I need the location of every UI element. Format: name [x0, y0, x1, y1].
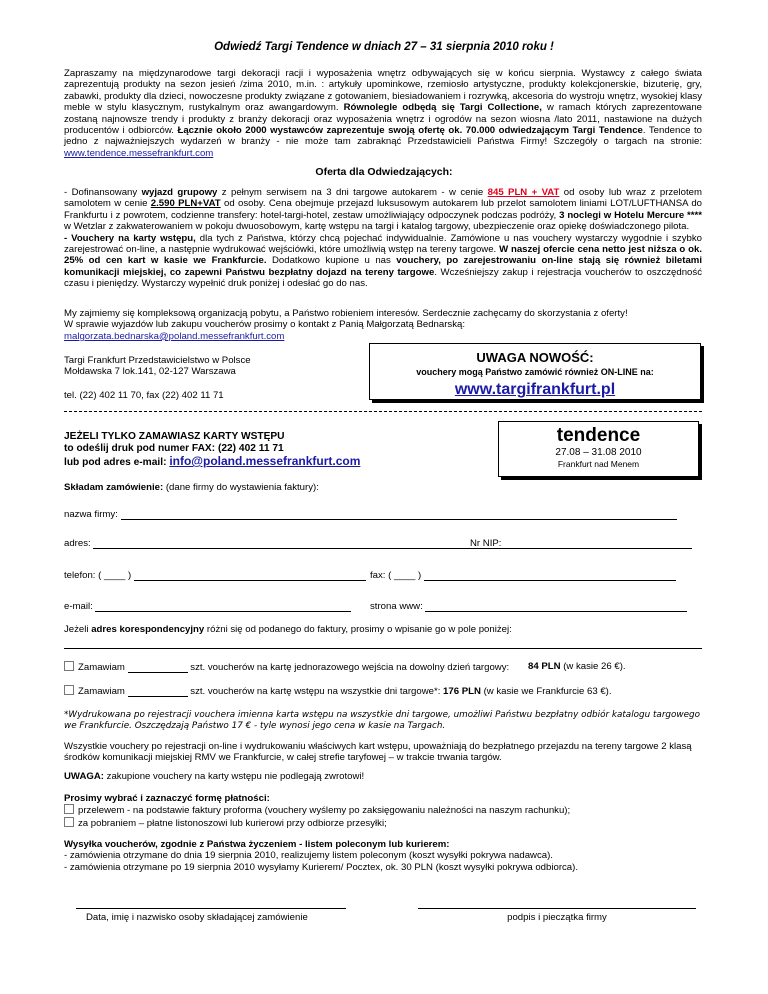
intro-exhibitors: Łącznie około 2000 wystawców zaprezentuje swoją ofertę ok. 70.000 odwiedzającym Targi Tendence	[177, 125, 643, 137]
notice-title: UWAGA NOWOŚĆ:	[476, 350, 594, 365]
targifrankfurt-link[interactable]: www.targifrankfurt.pl	[454, 381, 616, 399]
voucher-all-note: (w kasie we Frankfurcie 63 €).	[483, 686, 612, 697]
correspondence-address-field[interactable]	[64, 648, 702, 649]
tendence-link[interactable]: www.tendence.messefrankfurt.com	[64, 147, 214, 159]
shipping-heading: Wysyłka voucherów, zgodnie z Państwa życzeniem - listem poleconym lub kurierem:	[64, 839, 450, 850]
nip-row	[470, 538, 692, 549]
payment-heading: Prosimy wybrać i zaznaczyć formę płatności:	[64, 793, 270, 804]
intro-text: Zapraszamy na międzynarodowe targi dekoracji racji i wyposażenia wnętrz odbywających się w końcu sierpnia. Wystawcy z całego świata zaprezentują produkty na sezon jesień /zima 2010, m.in. : artykuły upominkowe, rzemiosło artystyczne, produkty kolekcjonerskie, bizuterię, gry, zabawki, produkty dla dzieci, nowoczesne produkty związane z gotowaniem, biesiadowaniem i rozrywką, akcesoria do wystroju wnętrz, wysokiej klasy meble w stylu klasycznym, rustykalnym oraz awangardowym.	[64, 68, 702, 114]
address-label: adres:	[64, 538, 91, 549]
intro-text-3: . Tendence to jedno z najważniejszych wydarzeń w branży - nie może tam zabraknąć Przedstawicieli Państwa Firmy! Szczegóły o targach na stronie:	[64, 125, 702, 148]
warning-row	[64, 771, 364, 782]
order-label-row	[64, 482, 319, 493]
voucher-all-text: szt. voucherów na kartę wstępu na wszystkie dni targowe*:	[190, 686, 441, 697]
contact-line-2: W sprawie wyjazdów lub zakupu voucherów prosimy o kontakt z Panią Małgorzatą Bednarską:	[64, 319, 465, 331]
offer-text: . Wcześniejszy zakup i rejestracja voucherów to oszczędność czasu i pieniędzy. Wystarczy wypełnić druk poniżej i odesłać go do nas.	[64, 266, 702, 290]
phone-row	[64, 570, 366, 581]
warning-label: UWAGA:	[64, 771, 104, 782]
phone-field[interactable]	[134, 570, 366, 581]
offer-text: - Dofinansowany	[64, 187, 138, 198]
corr-bold: adres korespondencyjny	[91, 624, 205, 635]
correspondence-note	[64, 624, 512, 635]
transport-note: vouchery, po zarejestrowaniu on-line stają się również biletami komunikacji miejskiej, co zapewni Państwu bezpłatny dojazd na tereny targowe	[64, 255, 702, 278]
event-box	[498, 421, 699, 477]
www-label: strona www:	[370, 601, 423, 612]
intro-text-2: w ramach których zaprezentowane zostaną najnowsze trendy i produkty z branży dekoracji oraz wyposażenia wnętrz i ogrodów na sezon wiosna /lato 2011, nastawione na dużych producentów i odbiorców.	[64, 102, 703, 137]
offer-paragraph	[64, 187, 702, 290]
signature-left-line[interactable]	[76, 908, 346, 909]
offer-text: z pełnym serwisem na 3 dni targowe autokarem - w cenie	[221, 187, 484, 198]
shipping-line-1: - zamówienia otrzymane do dnia 19 sierpnia 2010, realizujemy listem poleconym (koszt wysyłki pokrywa nadawca).	[64, 850, 553, 862]
www-field[interactable]	[425, 601, 687, 612]
order-instructions	[64, 431, 444, 469]
signature-right-line[interactable]	[418, 908, 696, 909]
order-email-link[interactable]: info@poland.messefrankfurt.com	[169, 454, 361, 468]
footnote: *Wydrukowana po rejestracji vouchera imienna karta wstępu na wszystkie dni targowe, umożliwi Państwu bezpłatny odbiór katalogu targowego we Frankfurcie. Oszczędzają Państwo 17 € - tyle wynosi jego cena w kasie na Targach.	[64, 710, 700, 732]
order-word: Zamawiam	[78, 662, 125, 673]
voucher-single-price: 84 PLN	[528, 661, 561, 672]
company-name: Targi Frankfurt Przedstawicielstwo w Polsce	[64, 355, 251, 366]
price-note: W naszej ofercie cena netto jest niższa o ok. 25% od cen kart w kasie we Frankfurcie.	[64, 244, 702, 267]
event-city: Frankfurt nad Menem	[557, 459, 640, 469]
address-field[interactable]	[93, 538, 513, 549]
fax-row	[370, 570, 676, 581]
voucher-single-qty[interactable]	[128, 662, 188, 673]
payment-block	[64, 793, 704, 829]
phone-label: telefon: ( ____ )	[64, 570, 132, 581]
voucher-single-text: szt. voucherów na kartę jednorazowego wejścia na dowolny dzień targowy:	[190, 662, 510, 673]
order-email-label: lub pod adres e-mail:	[64, 457, 167, 468]
nip-label: Nr NIP:	[470, 538, 502, 549]
company-name-label: nazwa firmy:	[64, 509, 118, 520]
nip-field[interactable]	[504, 538, 692, 549]
event-name: tendence	[556, 425, 641, 446]
offer-text: od osoby. Cena obejmuje przejazd luksusowym autokarem lub przelot samolotem liniami LOT/LUFTHANSA do Frankfurtu i z powrotem, codzienne transfery: hotel-targi-hotel, zestaw umożliwiający odpoczynek podczas podróży,	[64, 198, 702, 221]
voucher-heading: - Vouchery na karty wstępu,	[64, 232, 196, 244]
email-row	[64, 601, 351, 612]
intro-paragraph	[64, 68, 702, 159]
signature-left-label: Data, imię i nazwisko osoby składającej zamówienie	[86, 912, 308, 923]
fax-field[interactable]	[424, 570, 676, 581]
signature-right-label: podpis i pieczątka firmy	[507, 912, 607, 923]
fax-label: fax: ( ____ )	[370, 570, 422, 581]
page-title: Odwiedź Targi Tendence w dniach 27 – 31 sierpnia 2010 roku !	[214, 41, 554, 53]
notice-subtitle: vouchery mogą Państwo zamówić również ON-LINE na:	[416, 367, 654, 377]
contact-line-1: My zajmiemy się kompleksową organizacją pobytu, a Państwo robieniem interesów. Serdecznie zachęcamy do skorzystania z oferty!	[64, 308, 628, 319]
voucher-all-row	[64, 685, 704, 697]
voucher-all-price: 176 PLN	[443, 686, 481, 697]
bus-price: 845 PLN + VAT	[487, 187, 560, 198]
intro-collectione: Równolegle odbędą się Targi Collectione,	[343, 102, 542, 114]
order-label: Składam zamówienie:	[64, 482, 164, 493]
address-row	[64, 538, 513, 549]
email-field[interactable]	[95, 601, 351, 612]
corr-text: Jeżeli	[64, 624, 89, 635]
www-row	[370, 601, 687, 612]
payment-cod-label: za pobraniem – płatne listonoszowi lub kurierowi przy odbiorze przesyłki;	[78, 817, 387, 829]
payment-transfer-label: przelewem - na podstawie faktury proforma (vouchery wyślemy po zaksięgowaniu należności na naszym rachunku);	[78, 805, 571, 817]
voucher-single-checkbox[interactable]	[64, 661, 74, 671]
offer-text: dla tych z Państwa, którzy chcą pojechać indywidualnie. Zamówione u nas vouchery wystarczy wygodnie i szybko zarejestrować on-line, a następnie wydrukować wejściówki, które umożliwią wstęp na tereny targowe.	[64, 232, 702, 256]
company-address: Mołdawska 7 lok.141, 02-127 Warszawa	[64, 366, 236, 378]
voucher-all-checkbox[interactable]	[64, 685, 74, 695]
order-word: Zamawiam	[78, 686, 125, 697]
transport-info: Wszystkie vouchery po rejestracji on-line i wydrukowaniu właściwych kart wstępu, upoważniają do bezpłatnego przejazdu na tereny targowe 2 klasą środków komunikacji miejskiej RMV we Frankfurcie, w całej strefie taryfowej – w trakcie trwania targów.	[64, 741, 692, 764]
payment-cod-checkbox[interactable]	[64, 817, 74, 827]
offer-heading: Oferta dla Odwiedzających:	[315, 166, 453, 178]
corr-text: różni się od podanego do faktury, prosimy o wpisanie go w pole poniżej:	[206, 624, 512, 635]
warning-text: zakupione vouchery na karty wstępu nie podlegają zwrotowi!	[106, 771, 365, 782]
contact-email-link[interactable]: malgorzata.bednarska@poland.messefrankfurt.com	[64, 330, 285, 342]
online-notice-box	[369, 343, 701, 400]
plane-price: 2.590 PLN+VAT	[150, 198, 221, 210]
voucher-single-row	[64, 661, 704, 673]
shipping-block	[64, 839, 704, 873]
offer-group-trip: wyjazd grupowy	[141, 187, 218, 198]
email-label: e-mail:	[64, 601, 93, 612]
company-info	[64, 355, 364, 401]
event-dates: 27.08 – 31.08 2010	[555, 447, 642, 458]
offer-text: Dodatkowo kupione u nas	[271, 255, 391, 267]
offer-text: w Wetzlar z zakwaterowaniem w pokoju dwuosobowym, kartę wstępu na targi i katalog targowy, ubezpieczenie oraz opiekę doświadczonego pilota.	[64, 221, 690, 233]
payment-transfer-checkbox[interactable]	[64, 804, 74, 814]
shipping-line-2: - zamówienia otrzymane po 19 sierpnia 2010 wysyłamy Kurierem/ Pocztex, ok. 30 PLN (koszt wysyłki pokrywa odbiorca).	[64, 861, 579, 873]
order-hint: (dane firmy do wystawienia faktury):	[165, 482, 319, 493]
order-fax-line: to odeślij druk pod numer FAX: (22) 402 11 71	[64, 443, 284, 454]
offer-text: od osoby lub wraz z przelotem samolotem w cenie	[64, 187, 702, 210]
voucher-single-note: (w kasie 26 €).	[563, 661, 626, 672]
contact-block	[64, 308, 704, 342]
company-name-row	[64, 509, 677, 520]
order-line-1: JEŻELI TYLKO ZAMAWIASZ KARTY WSTĘPU	[64, 431, 285, 442]
hotel-info: 3 noclegi w Hotelu Mercure ****	[559, 209, 702, 221]
company-phone: tel. (22) 402 11 70, fax (22) 402 11 71	[64, 389, 224, 401]
company-name-field[interactable]	[121, 509, 677, 520]
voucher-all-qty[interactable]	[128, 686, 188, 697]
cut-line	[64, 411, 702, 412]
